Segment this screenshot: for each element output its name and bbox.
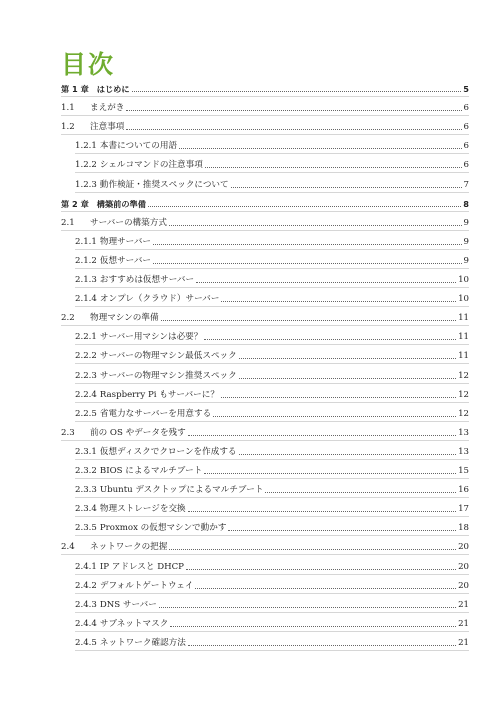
toc-entry-page-number: 10 [458,294,469,305]
dot-leader [204,473,456,474]
dot-leader [195,588,456,589]
toc-entry-number: 1.2.3 [75,179,97,190]
toc-entry[interactable] [61,212,469,229]
toc-entry[interactable] [75,288,469,305]
dot-leader [239,454,457,455]
toc-entry-label: サーバーの物理マシン最低スペック [99,351,237,362]
toc-entry-page-number: 8 [463,198,469,209]
toc-entry-number: 2.1.2 [75,255,97,266]
toc-entry[interactable] [75,403,469,420]
toc-entry[interactable] [75,498,469,515]
toc-entry-label: DNS サーバー [99,599,157,610]
dot-leader [205,167,462,168]
toc-entry-number: 2.2.2 [75,351,97,362]
toc-entry-label: はじめに [96,84,130,94]
toc-entry-label: BIOS によるマルチブート [99,466,203,476]
toc-entry-page-number: 13 [458,446,469,457]
toc-entry-page-number: 12 [458,408,469,419]
toc-entry-number: 2.3.2 [75,466,97,476]
toc-entry-label: 動作検証・推奨スペックについて [99,179,229,190]
toc-entry-number: 1.2.1 [75,141,97,152]
toc-entry-page-number: 20 [458,580,469,591]
toc-entry[interactable] [75,326,469,343]
toc-entry-number: 2.4.1 [75,561,97,572]
toc-entry[interactable] [75,250,469,267]
toc-entry[interactable] [61,78,469,95]
toc-entry-label: サーバー用マシンは必要？ [99,332,203,343]
dot-leader [196,282,456,283]
toc-entry[interactable] [75,135,469,152]
toc-entry-page-number: 6 [463,103,469,114]
toc-entry[interactable] [61,193,469,210]
toc-entry-number: 1.2 [61,122,75,133]
dot-leader [126,110,461,111]
toc-entry-label: 省電力なサーバーを用意する [99,408,212,419]
toc-entry-number: 第 2 章 [61,198,89,209]
toc-entry[interactable] [75,365,469,382]
toc-entry-label: シェルコマンドの注意事項 [99,160,203,171]
toc-entry-number: 2.2.3 [75,370,97,381]
row-separator [75,650,469,651]
toc-entry-label: 物理マシンの準備 [90,313,159,324]
toc-entry-page-number: 18 [458,523,469,534]
toc-entry-label: デフォルトゲートウェイ [99,580,194,591]
toc-entry-label: 物理サーバー [99,236,152,247]
toc-entry-number: 2.4.3 [75,599,97,610]
dot-leader [132,91,462,92]
toc-entry-label: ネットワークの把握 [90,542,168,553]
dot-leader [179,148,461,149]
toc-entry[interactable] [75,154,469,171]
toc-entry-number: 1.2.2 [75,160,97,171]
toc-entry-label: Raspberry Pi もサーバーに？ [99,389,219,400]
toc-entry-page-number: 11 [458,332,469,343]
dot-leader [221,301,456,302]
toc-entry-number: 2.4.5 [75,637,97,648]
toc-entry[interactable] [75,269,469,286]
dot-leader [161,320,457,321]
toc-entry-label: 前の OS やデータを残す [90,427,186,438]
toc-entry-label: 物理ストレージを交換 [99,504,186,515]
dot-leader [239,378,456,379]
toc-entry-number: 2.2 [61,313,75,324]
toc-entry-page-number: 17 [458,504,469,515]
toc-entry[interactable] [61,97,469,114]
toc-entry[interactable] [61,422,469,439]
dot-leader [188,511,456,512]
toc-entry-label: 仮想ディスクでクローンを作成する [99,446,237,457]
toc-entry[interactable] [61,116,469,133]
toc-entry-number: 2.3 [61,427,75,438]
toc-entry-number: 2.4.4 [75,618,97,629]
toc-entry-number: 2.2.5 [75,408,97,419]
toc-entry-number: 2.1.3 [75,275,97,285]
toc-entry-label: サーバーの物理マシン推奨スペック [99,370,237,381]
dot-leader [221,397,456,398]
toc-entry-page-number: 5 [463,84,469,94]
toc-entry-page-number: 20 [458,561,469,572]
toc-entry-number: 2.4 [61,542,75,553]
toc-entry-page-number: 16 [458,485,469,496]
dot-leader [169,225,462,226]
toc-entry-label: ネットワーク確認方法 [99,637,186,648]
toc-entry-page-number: 6 [463,141,469,152]
dot-leader [239,358,456,359]
toc-entry-number: 2.3.5 [75,523,97,534]
toc-entry-label: 仮想サーバー [99,255,152,266]
toc-entry-number: 2.1.1 [75,236,97,247]
dot-leader [188,645,456,646]
page-title: 目次 [61,50,116,79]
toc-entry-number: 2.1.4 [75,294,97,305]
toc-entry-page-number: 9 [463,217,469,228]
toc-entry[interactable] [75,632,469,649]
toc-entry-page-number: 7 [463,179,469,190]
toc-entry-label: サーバーの構築方式 [90,217,167,228]
toc-entry-number: 1.1 [61,103,75,114]
toc-entry[interactable] [75,594,469,611]
toc-entry-page-number: 20 [458,542,469,553]
toc-entry-label: IP アドレスと DHCP [99,561,184,572]
toc-entry[interactable] [75,345,469,362]
dot-leader [228,530,456,531]
toc-entry-number: 2.3.1 [75,446,97,457]
toc-entry-page-number: 21 [458,599,469,610]
dot-leader [153,263,462,264]
toc-entry[interactable] [75,479,469,496]
toc-entry[interactable] [75,441,469,458]
toc-entry-label: Proxmox の仮想マシンで動かす [99,523,227,534]
toc-entry-label: サブネットマスク [99,618,169,629]
toc-entry-page-number: 11 [458,351,469,362]
toc-entry-number: 2.3.3 [75,485,97,496]
dot-leader [188,435,456,436]
toc-entry-label: 構築前の準備 [96,198,146,209]
toc-entry-page-number: 9 [463,255,469,266]
toc-entry[interactable] [75,556,469,573]
toc-entry-page-number: 6 [463,160,469,171]
dot-leader [231,187,462,188]
toc-entry[interactable] [75,613,469,630]
toc-entry-page-number: 21 [458,637,469,648]
toc-entry-number: 2.1 [61,217,75,228]
toc-entry-label: 本書についての用語 [99,141,178,152]
toc-entry[interactable] [75,575,469,592]
toc-entry-page-number: 15 [458,466,469,476]
toc-entry-label: まえがき [90,103,125,114]
toc-entry-label: オンプレ（クラウド）サーバー [99,294,220,305]
dot-leader [126,129,461,130]
toc-entry-number: 2.2.1 [75,332,97,343]
toc-entry[interactable] [75,231,469,248]
dot-leader [170,626,456,627]
dot-leader [265,492,456,493]
dot-leader [159,607,456,608]
toc-entry[interactable] [75,517,469,534]
dot-leader [148,206,461,207]
toc-entry-page-number: 21 [458,618,469,629]
toc-entry[interactable] [61,536,469,553]
toc-entry[interactable] [75,460,469,477]
toc-entry[interactable] [75,384,469,401]
toc-entry-label: おすすめは仮想サーバー [99,275,195,285]
toc-entry-page-number: 11 [458,313,469,324]
toc-entry-page-number: 12 [458,370,469,381]
dot-leader [213,416,456,417]
toc-entry[interactable] [75,174,469,191]
toc-entry-number: 第 1 章 [61,84,89,94]
toc-entry-page-number: 10 [458,275,469,285]
toc-entry[interactable] [61,307,469,324]
dot-leader [204,339,456,340]
toc-entry-page-number: 9 [463,236,469,247]
toc-entry-number: 2.3.4 [75,504,97,515]
toc-entry-page-number: 6 [463,122,469,133]
toc-entry-page-number: 12 [458,389,469,400]
toc-entry-number: 2.4.2 [75,580,97,591]
toc-entry-number: 2.2.4 [75,389,97,400]
toc-entry-page-number: 13 [458,427,469,438]
dot-leader [153,244,462,245]
toc-entry-label: Ubuntu デスクトップによるマルチブート [99,485,264,496]
dot-leader [169,549,456,550]
dot-leader [186,569,456,570]
toc-entry-label: 注意事項 [90,122,125,133]
